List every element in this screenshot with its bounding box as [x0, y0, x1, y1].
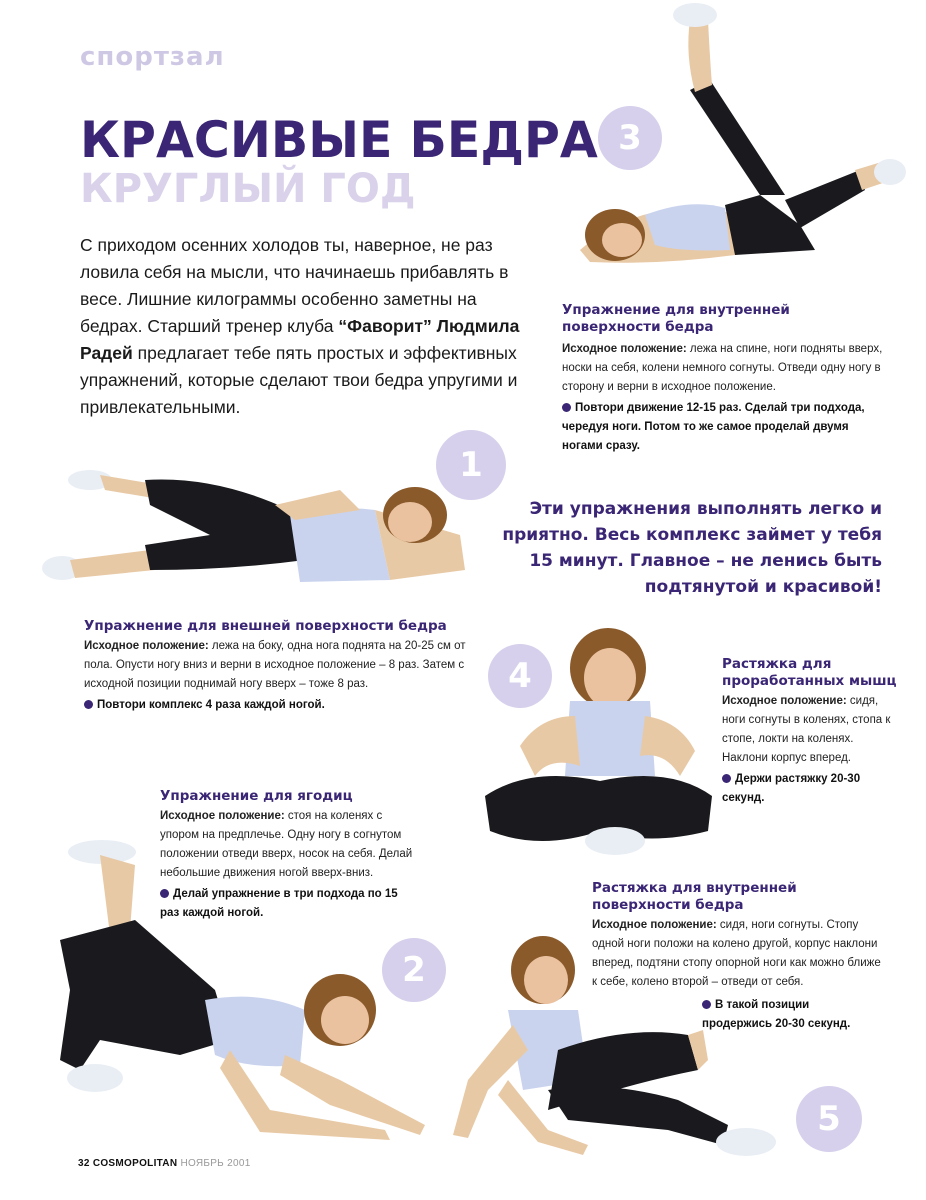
exercise-1-block [84, 618, 474, 715]
exercise-1-text: лежа на боку, одна нога поднята на 20-25 см от пола. Опусти ногу вниз и верни в исходное положение – 8 раз. Затем с исходной позиции поднимай ногу вверх – тоже 8 раз. [84, 640, 466, 690]
page-title: КРАСИВЫЕ БЕДРА [80, 111, 598, 169]
exercise-1-bullet-text: Повтори комплекс 4 раза каждой ногой. [97, 699, 325, 711]
exercise-3-label: Исходное положение: [562, 343, 687, 355]
exercise-2-label: Исходное положение: [160, 810, 285, 822]
exercise-4-label: Исходное положение: [722, 695, 847, 707]
bullet-dot-icon [722, 774, 731, 783]
exercise-4-bullet [722, 770, 902, 808]
exercise-2-title: Упражнение для ягодиц [160, 788, 353, 804]
exercise-3-title: Упражнение для внутренней поверхности бедра [562, 302, 790, 335]
exercise-2-text: стоя на коленях с упором на предплечье. Одну ногу в согнутом положении отведи вверх, носок на себя. Делай небольшие движения ногой вверх-вниз. [160, 810, 413, 879]
page-footer [78, 1158, 251, 1169]
exercise-1-label: Исходное положение: [84, 640, 209, 652]
intro-text-2: предлагает тебе пять простых и эффективных упражнений, которые сделают твои бедра упругими и привлекательными. [80, 343, 518, 417]
exercise-3-block [562, 302, 892, 456]
exercise-1-title: Упражнение для внешней поверхности бедра [84, 618, 447, 634]
exercise-1-bullet [84, 696, 474, 715]
exercise-2-photo [40, 840, 440, 1150]
intro-text-1: С приходом осенних холодов ты, наверное, не раз ловила себя на мысли, что начинаешь прибавлять в весе. Лишние килограммы особенно заметны на бедрах. Старший тренер клуба [80, 235, 509, 336]
page-number: 32 [78, 1158, 90, 1169]
bullet-dot-icon [84, 700, 93, 709]
exercise-5-title: Растяжка для внутренней поверхности бедра [592, 880, 797, 913]
exercise-1-number-badge: 1 [436, 430, 506, 500]
exercise-4-bullet-text: Держи растяжку 20-30 секунд. [722, 773, 861, 804]
exercise-1-description [84, 637, 474, 694]
exercise-4-text: сидя, ноги согнуты в коленях, стопа к стопе, локти на коленях. Наклони корпус вперед. [722, 695, 891, 764]
intro-paragraph [80, 232, 540, 421]
section-label: спортзал [80, 42, 225, 72]
issue-date: НОЯБРЬ 2001 [180, 1158, 251, 1169]
exercise-4-figure [480, 616, 716, 866]
exercise-3-description [562, 340, 892, 397]
exercise-4-description [722, 692, 902, 768]
exercise-1-figure [40, 460, 480, 590]
exercise-2-figure [40, 840, 440, 1150]
exercise-3-text: лежа на спине, ноги подняты вверх, носки на себя, колени немного согнуты. Отведи одну ногу в сторону и верни в исходное положение. [562, 343, 883, 393]
exercise-5-photo [448, 930, 788, 1170]
callout-text: Эти упражнения выполнять легко и приятно. Весь комплекс займет у тебя 15 минут. Главное – не ленись быть подтянутой и красивой! [502, 499, 882, 597]
exercise-3-bullet-text: Повтори движение 12-15 раз. Сделай три подхода, чередуя ноги. Потом то же самое проделай двумя ногами сразу. [562, 402, 865, 452]
page-subtitle: КРУГЛЫЙ ГОД [80, 166, 416, 212]
exercise-4-photo [480, 616, 716, 866]
magazine-name: COSMOPOLITAN [92, 1158, 178, 1169]
exercise-5-figure [448, 930, 788, 1170]
exercise-5-bullet-text: В такой позиции продержись 20-30 секунд. [702, 999, 851, 1030]
exercise-4-block [722, 656, 902, 808]
exercise-4-title: Растяжка для проработанных мышц [722, 656, 897, 689]
exercise-3-bullet [562, 399, 892, 456]
exercise-2-number-badge: 2 [382, 938, 446, 1002]
exercise-1-photo [40, 460, 480, 590]
exercise-5-label: Исходное положение: [592, 919, 717, 931]
exercise-5-text: сидя, ноги согнуты. Стопу одной ноги положи на колено другой, корпус наклони вперед, подтяни стопу опорной ноги как можно ближе к себе, колено второй – отведи от себя. [592, 919, 881, 988]
exercise-3-number-badge: 3 [598, 106, 662, 170]
bullet-dot-icon [562, 403, 571, 412]
intro-bold-name: “Фаворит” Людмила Радей [80, 316, 520, 363]
exercise-5-number-badge: 5 [796, 1086, 862, 1152]
exercise-4-number-badge: 4 [488, 644, 552, 708]
exercise-2-bullet-text: Делай упражнение в три подхода по 15 раз каждой ногой. [160, 888, 398, 919]
